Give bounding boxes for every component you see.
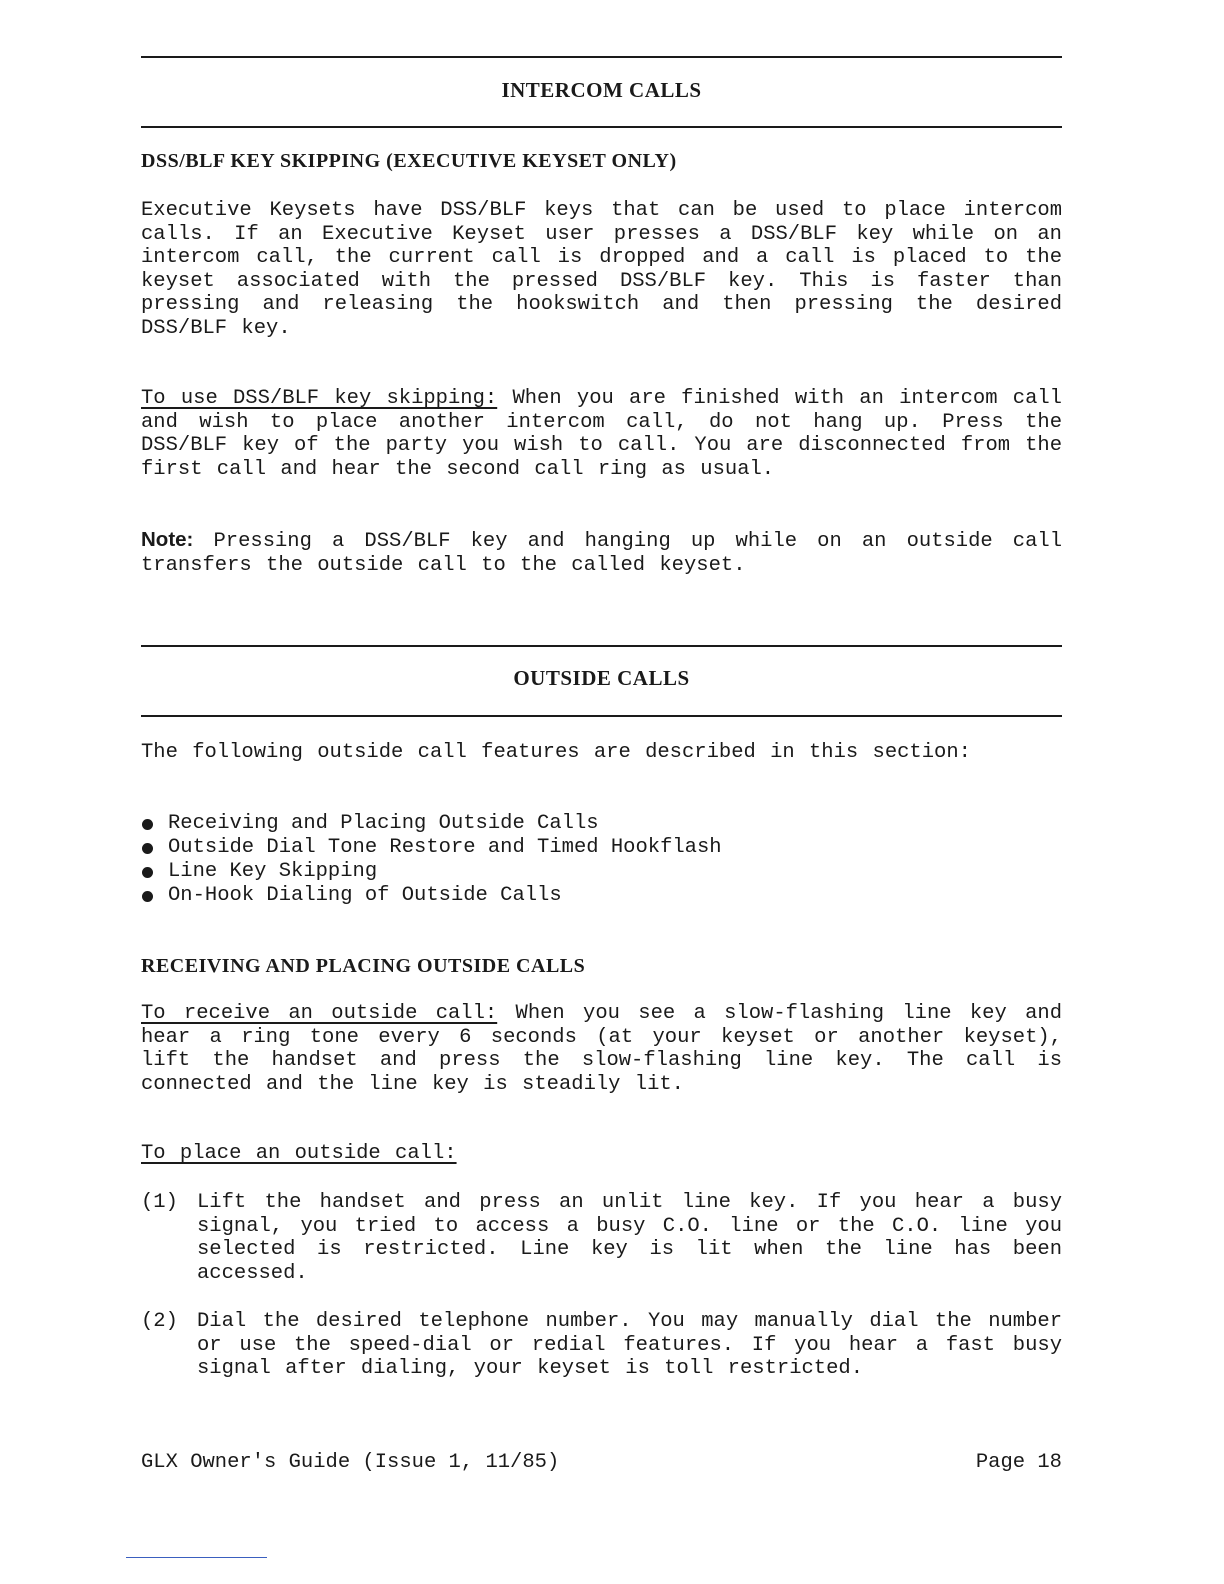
step-text: Dial the desired telephone number. You may manually dial the number or use the speed-dial or redial features. If you hear a fast busy signal after dialing, your keyset is toll restricted. (197, 1310, 1062, 1380)
list-item: Outside Dial Tone Restore and Timed Hookflash (141, 836, 722, 860)
footer-document-title: GLX Owner's Guide (Issue 1, 11/85) (141, 1451, 560, 1474)
outside-intro-paragraph: The following outside call features are described in this section: (141, 741, 971, 764)
receiving-placing-heading: RECEIVING AND PLACING OUTSIDE CALLS (141, 955, 586, 977)
section-bottom-rule (141, 715, 1062, 717)
feature-list (141, 812, 722, 908)
place-call-label: To place an outside call: (141, 1142, 457, 1165)
scan-edge-mark (126, 1557, 267, 1558)
note-label: Note: (141, 528, 194, 551)
list-item: Line Key Skipping (141, 860, 722, 884)
intercom-section-title: INTERCOM CALLS (501, 78, 702, 102)
section-top-rule (141, 56, 1062, 58)
list-item: On-Hook Dialing of Outside Calls (141, 884, 722, 908)
bullet-icon (142, 867, 153, 878)
document-page (141, 0, 1062, 1584)
step-number: (1) (141, 1191, 178, 1214)
receive-call-paragraph (141, 1002, 1062, 1096)
footer-page-number: Page 18 (975, 1451, 1062, 1474)
step-item (141, 1310, 1062, 1381)
section-bottom-rule (141, 126, 1062, 128)
step-text: Lift the handset and press an unlit line key. If you hear a busy signal, you tried to access a busy C.O. line or the C.O. line you selected is restricted. Line key is lit when the line has been accessed. (197, 1191, 1062, 1285)
dss-blf-heading: DSS/BLF KEY SKIPPING (EXECUTIVE KEYSET ONLY) (141, 150, 677, 172)
step-item (141, 1191, 1062, 1285)
bullet-icon (142, 843, 153, 854)
step-number: (2) (141, 1310, 178, 1333)
bullet-icon (142, 819, 153, 830)
receive-call-label: To receive an outside call: (141, 1002, 498, 1025)
dss-blf-usage-label: To use DSS/BLF key skipping: (141, 387, 498, 410)
list-item: Receiving and Placing Outside Calls (141, 812, 722, 836)
outside-section-title: OUTSIDE CALLS (513, 666, 690, 690)
dss-blf-intro-paragraph: Executive Keysets have DSS/BLF keys that can be used to place intercom calls. If an Executive Keyset user presses a DSS/BLF key while on an intercom call, the current call is dropped and a call is placed to the keyset associated with the pressed DSS/BLF key. This is faster than pressing and releasing the hookswitch and then pressing the desired DSS/BLF key. (141, 199, 1062, 340)
note-paragraph (141, 528, 1062, 577)
dss-blf-usage-paragraph (141, 387, 1062, 481)
bullet-icon (142, 891, 153, 902)
receive-call-text: When you see a slow-flashing line key and hear a ring tone every 6 seconds (at your keyset or another keyset), lift the handset and press the slow-flashing line key. The call is connected and the line key is steadily lit. (141, 1002, 1062, 1096)
section-top-rule (141, 645, 1062, 647)
dss-blf-usage-text: When you are finished with an intercom call and wish to place another intercom call, do not hang up. Press the DSS/BLF key of the party you wish to call. You are disconnected from the first call and hear the second call ring as usual. (141, 387, 1062, 481)
place-call-label-line (141, 1142, 1062, 1166)
note-text: Pressing a DSS/BLF key and hanging up while on an outside call transfers the outside call to the called keyset. (141, 530, 1062, 577)
